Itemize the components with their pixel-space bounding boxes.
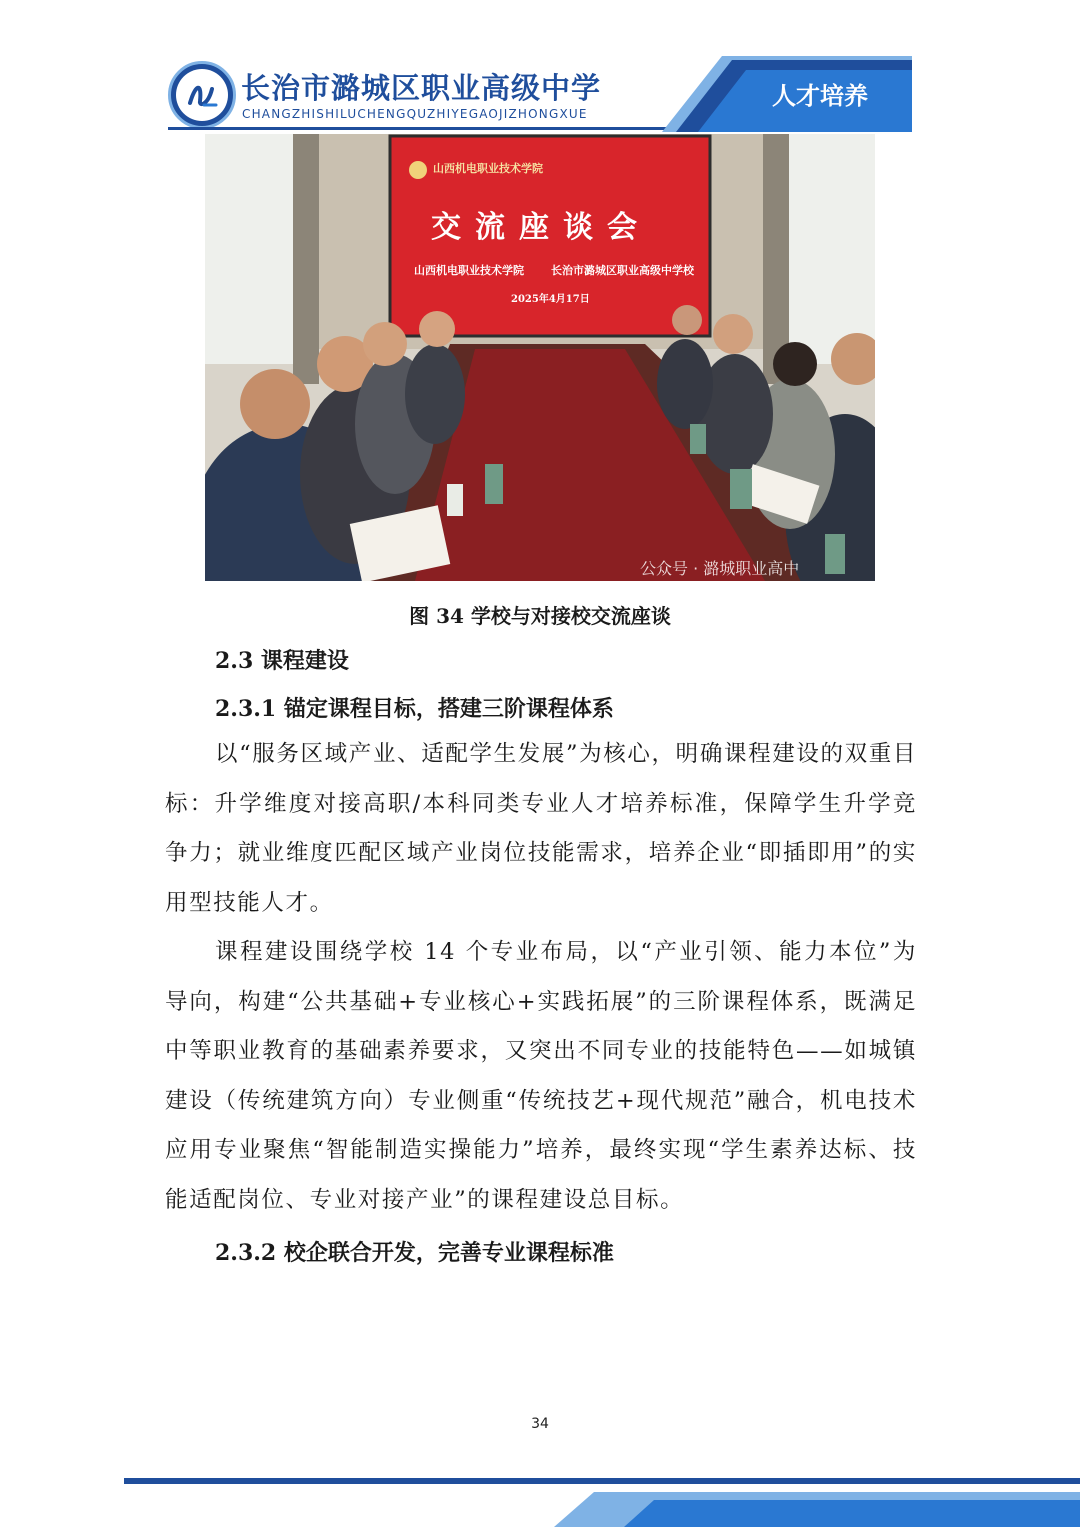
banner-date: 2025年4月17日: [511, 294, 590, 305]
section-tag: 人才培养: [772, 82, 868, 110]
banner-left-org: 山西机电职业技术学院: [414, 264, 524, 277]
school-emblem-icon: [168, 61, 236, 129]
banner-title: 交流座谈会: [431, 210, 651, 245]
section-heading: 2.3 课程建设: [215, 648, 349, 674]
figure-caption: 图 34 学校与对接校交流座谈: [409, 604, 671, 628]
school-name: 长治市潞城区职业高级中学: [241, 71, 602, 105]
footer-decoration: [124, 1474, 1080, 1527]
school-pinyin: CHANGZHISHILUCHENGQUZHIYEGAOJIZHONGXUE: [242, 107, 588, 121]
paragraph-1: 以“服务区域产业、适配学生发展”为核心，明确课程建设的双重目标：升学维度对接高职/本科同类专业人才培养标准，保障学生升学竞争力；就业维度匹配区域产业岗位技能需求，培养企业“即插即用”的实用型技能人才。: [165, 741, 917, 916]
banner-right-org: 长治市潞城区职业高级中学校: [551, 264, 694, 277]
paragraph-2: 课程建设围绕学校 14 个专业布局，以“产业引领、能力本位”为导向，构建“公共基础+专业核心+实践拓展”的三阶课程体系，既满足中等职业教育的基础素养要求，又突出不同专业的技能特色——如城镇建设（传统建筑方向）专业侧重“传统技艺+现代规范”融合，机电技术应用专业聚焦“智能制造实操能力”培养，最终实现“学生素养达标、技能适配岗位、专业对接产业”的课程建设总目标。: [165, 939, 917, 1213]
photo-watermark: 公众号 · 潞城职业高中: [640, 559, 800, 578]
page-header: [0, 0, 1080, 135]
page-number: 34: [531, 1416, 549, 1432]
banner-college-name: 山西机电职业技术学院: [433, 162, 543, 175]
header-divider: [168, 127, 728, 130]
subsection-heading-1: 2.3.1 锚定课程目标，搭建三阶课程体系: [215, 696, 614, 722]
subsection-heading-2: 2.3.2 校企联合开发，完善专业课程标准: [215, 1240, 614, 1266]
